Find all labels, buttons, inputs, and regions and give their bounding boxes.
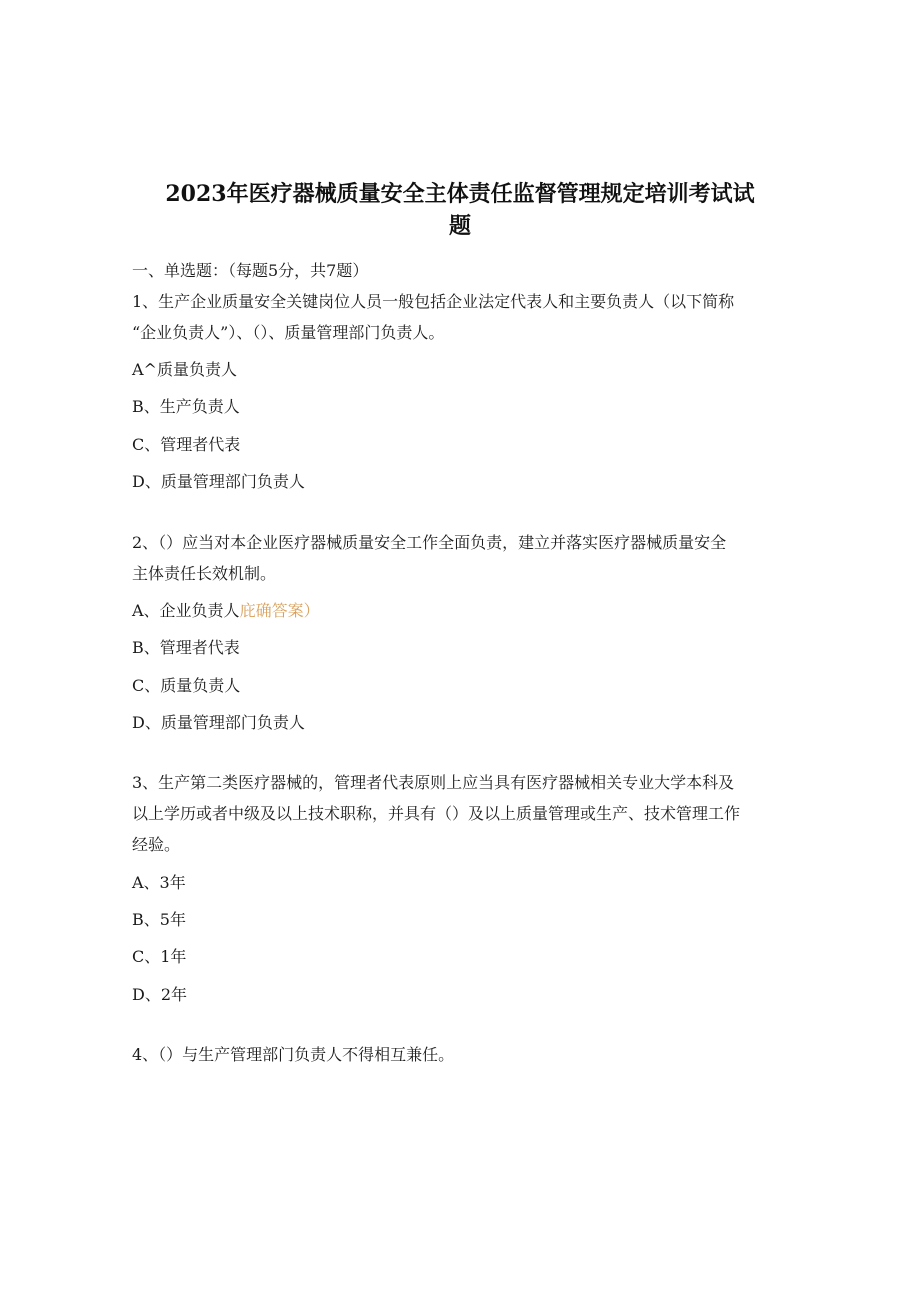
question-3-option-a: A、3年 bbox=[132, 873, 186, 892]
question-3-text-line-2: 以上学历或者中级及以上技术职称，并具有（）及以上质量管理或生产、技术管理工作 bbox=[132, 804, 741, 823]
question-3-text-line-1: 3、生产第二类医疗器械的，管理者代表原则上应当具有医疗器械相关专业大学本科及 bbox=[132, 773, 735, 792]
question-1-option-b: B、生产负责人 bbox=[132, 397, 240, 416]
question-1-text-line-2: “企业负责人”）、（）、质量管理部门负责人。 bbox=[132, 323, 445, 342]
question-3-option-b: B、5年 bbox=[132, 910, 186, 929]
question-2-option-d: D、质量管理部门负责人 bbox=[132, 713, 305, 732]
correct-answer-mark: 庇确答案） bbox=[239, 601, 320, 620]
question-2-option-a-text: A、企业负责人 bbox=[132, 601, 240, 620]
question-3-option-d: D、2年 bbox=[132, 985, 188, 1004]
question-4-text-line-1: 4、（）与生产管理部门负责人不得相互兼任。 bbox=[132, 1045, 455, 1064]
document-title-line-1: 2023年医疗器械质量安全主体责任监督管理规定培训考试试 bbox=[165, 181, 755, 207]
question-2-option-a bbox=[132, 601, 320, 621]
question-3-option-c: C、1年 bbox=[132, 947, 187, 966]
question-3-text-line-3: 经验。 bbox=[132, 835, 181, 854]
question-2-option-b: B、管理者代表 bbox=[132, 638, 240, 657]
question-1-option-a: A^质量负责人 bbox=[132, 360, 237, 379]
question-2-text-line-2: 主体责任长效机制。 bbox=[132, 564, 277, 583]
question-2-text-line-1: 2、（）应当对本企业医疗器械质量安全工作全面负责，建立并落实医疗器械质量安全 bbox=[132, 533, 727, 552]
document-title-line-2: 题 bbox=[448, 213, 471, 239]
question-1-option-c: C、管理者代表 bbox=[132, 435, 241, 454]
question-2-option-c: C、质量负责人 bbox=[132, 676, 241, 695]
section-header: 一、单选题：（每题5分，共7题） bbox=[132, 261, 369, 280]
question-1-option-d: D、质量管理部门负责人 bbox=[132, 472, 305, 491]
question-1-text-line-1: 1、生产企业质量安全关键岗位人员一般包括企业法定代表人和主要负责人（以下简称 bbox=[132, 292, 735, 311]
